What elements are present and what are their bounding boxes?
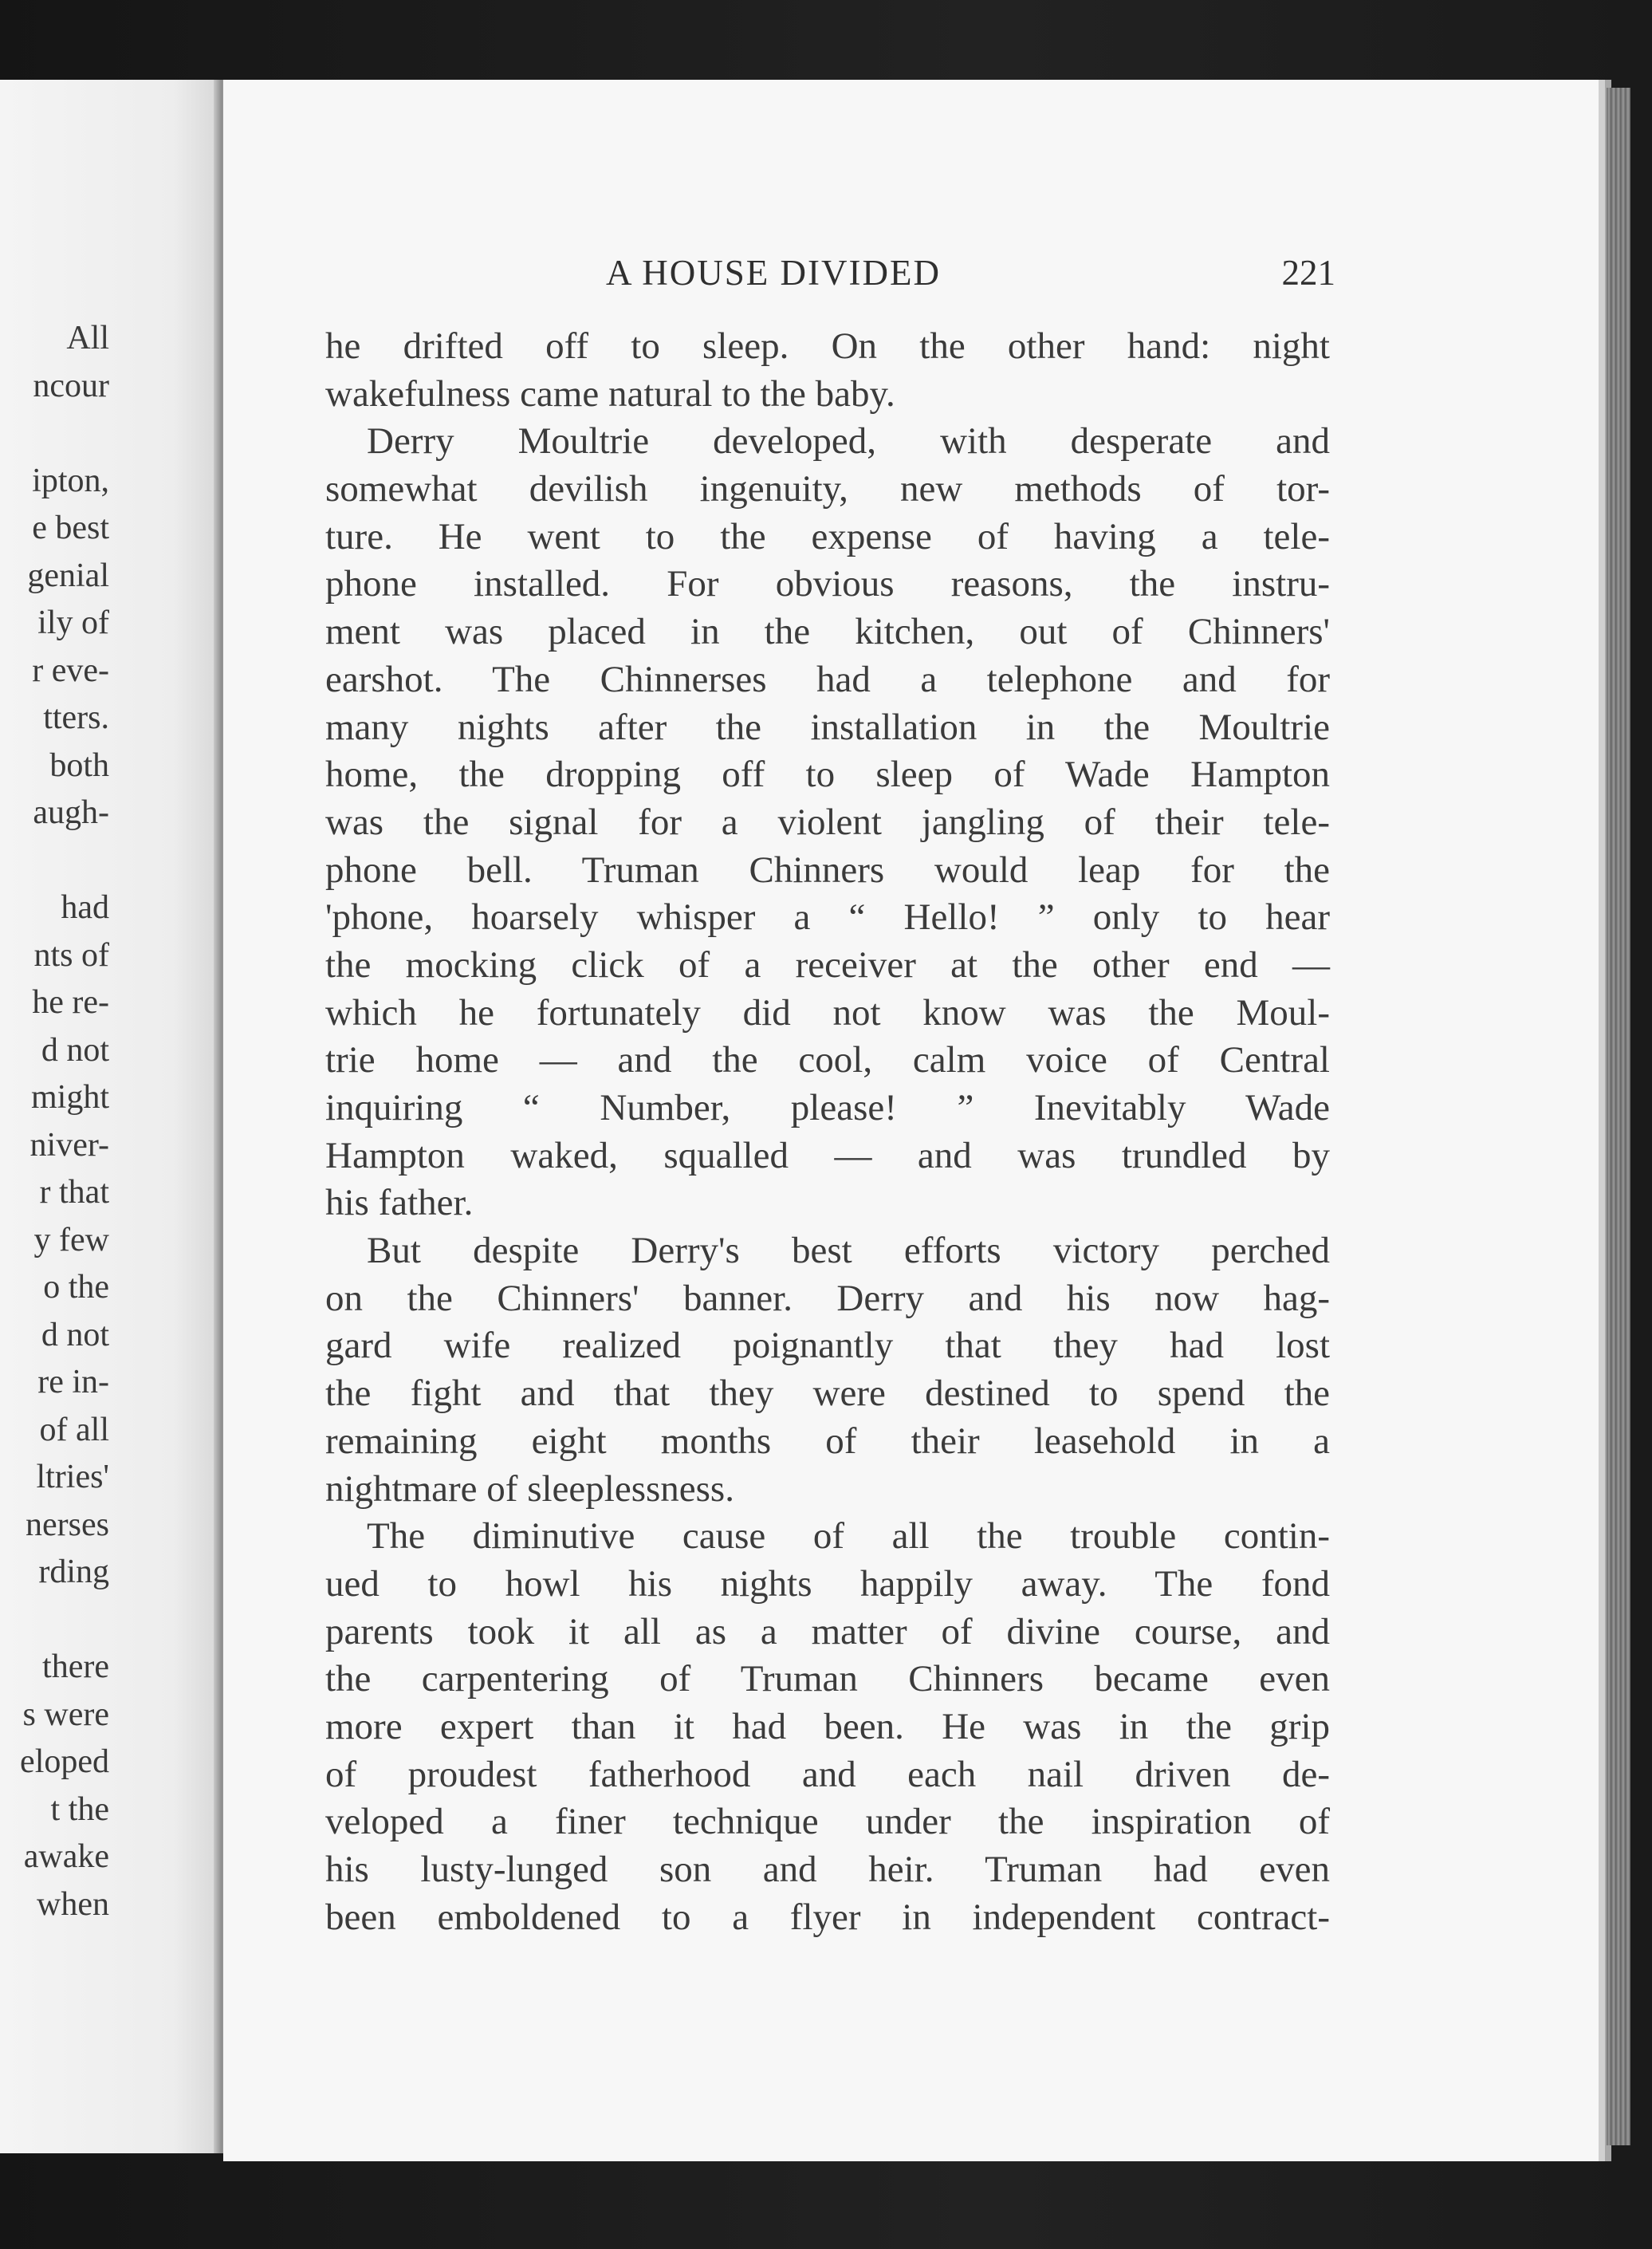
left-page-line: rding — [38, 1554, 109, 1590]
left-page-line: nts of — [33, 936, 109, 974]
left-page-line: ipton, — [32, 462, 109, 499]
page-edge — [1607, 88, 1630, 2145]
left-page-line: ily of — [37, 605, 109, 641]
left-page-line: o the — [43, 1269, 109, 1306]
left-page-line: nerses — [26, 1506, 109, 1543]
text-line: ued to howl his nights happily away. The fond — [325, 1562, 1330, 1605]
text-line: gard wife realized poignantly that they had lost — [325, 1325, 1330, 1367]
left-page-line: tters. — [43, 699, 109, 736]
left-page-line: genial — [27, 557, 109, 594]
text-line: of proudest fatherhood and each nail driven de- — [325, 1753, 1330, 1795]
text-line: the carpentering of Truman Chinners became even — [325, 1658, 1330, 1700]
text-line: veloped a finer technique under the inspiration of — [325, 1801, 1330, 1843]
text-line: he drifted off to sleep. On the other hand: night — [325, 325, 1330, 367]
text-line: his lusty-lunged son and heir. Truman had even — [325, 1849, 1330, 1890]
text-line: his father. — [325, 1182, 474, 1224]
left-page-line: t the — [50, 1790, 109, 1828]
left-page-line: there — [42, 1648, 109, 1685]
text-line: phone bell. Truman Chinners would leap for the — [325, 849, 1330, 891]
text-line: ment was placed in the kitchen, out of Chinners' — [325, 611, 1330, 653]
left-page-line: of all — [39, 1411, 109, 1448]
text-line: nightmare of sleeplessness. — [325, 1467, 734, 1510]
text-line: parents took it all as a matter of divine course, and — [325, 1610, 1330, 1652]
text-line: somewhat devilish ingenuity, new methods of tor- — [325, 468, 1330, 510]
left-page-text — [0, 315, 109, 1928]
left-page-line: had — [61, 889, 109, 926]
text-line: Hampton waked, squalled — and was trundled by — [325, 1134, 1330, 1176]
left-page-line: re in- — [37, 1364, 109, 1400]
left-page-line: e best — [32, 510, 109, 546]
text-line: been emboldened to a flyer in independent contract- — [325, 1896, 1330, 1938]
text-line: But despite Derry's best efforts victory perched — [367, 1230, 1330, 1272]
text-line: inquiring “ Number, please! ” Inevitably Wade — [325, 1087, 1330, 1128]
page-header — [606, 252, 1335, 300]
left-page-line: he re- — [32, 984, 109, 1021]
text-line: 'phone, hoarsely whisper a “ Hello! ” only to hear — [325, 896, 1330, 939]
text-line: phone installed. For obvious reasons, the instru- — [325, 563, 1330, 605]
body-text — [325, 323, 1330, 1941]
left-page-line — [0, 1597, 109, 1644]
text-line: was the signal for a violent jangling of their tele- — [325, 801, 1330, 843]
text-line: many nights after the installation in the Moultrie — [325, 706, 1330, 748]
left-page-line: awake — [23, 1838, 109, 1875]
left-page-line: ltries' — [36, 1459, 109, 1495]
text-line: remaining eight months of their leasehold in a — [325, 1420, 1330, 1462]
left-page-line: both — [49, 746, 109, 784]
left-page-line: when — [37, 1885, 109, 1923]
left-page-line: r eve- — [32, 652, 109, 689]
page-number: 221 — [1281, 253, 1335, 293]
text-line: trie home — and the cool, calm voice of Central — [325, 1039, 1330, 1081]
text-line: ture. He went to the expense of having a tele- — [325, 515, 1330, 557]
left-page-line: d not — [41, 1316, 109, 1353]
text-line: more expert than it had been. He was in the grip — [325, 1705, 1330, 1747]
running-head: A HOUSE DIVIDED — [606, 253, 941, 293]
text-line: the fight and that they were destined to spend the — [325, 1373, 1330, 1415]
left-page-line: All — [66, 320, 109, 356]
text-line: home, the dropping off to sleep of Wade Hampton — [325, 754, 1330, 796]
text-line: wakefulness came natural to the baby. — [325, 372, 895, 415]
text-line: the mocking click of a receiver at the other end — — [325, 943, 1330, 986]
left-page-line: r that — [39, 1174, 109, 1211]
left-page-line: might — [30, 1079, 109, 1116]
text-line: earshot. The Chinnerses had a telephone and for — [325, 658, 1330, 700]
left-page-line: d not — [41, 1031, 109, 1069]
text-line: Derry Moultrie developed, with desperate and — [367, 420, 1330, 463]
left-page-line: niver- — [30, 1126, 109, 1164]
left-page-line — [0, 410, 109, 458]
left-page-line: ncour — [33, 367, 109, 404]
left-page-line: y few — [33, 1221, 109, 1258]
text-line: on the Chinners' banner. Derry and his now hag- — [325, 1277, 1330, 1319]
left-page-line: eloped — [20, 1743, 109, 1780]
text-line: which he fortunately did not know was the Moul- — [325, 991, 1330, 1034]
left-page-line: augh- — [33, 794, 109, 831]
left-page-line: s were — [22, 1696, 109, 1733]
left-page-line — [0, 837, 109, 885]
text-line: The diminutive cause of all the trouble contin- — [367, 1515, 1330, 1558]
